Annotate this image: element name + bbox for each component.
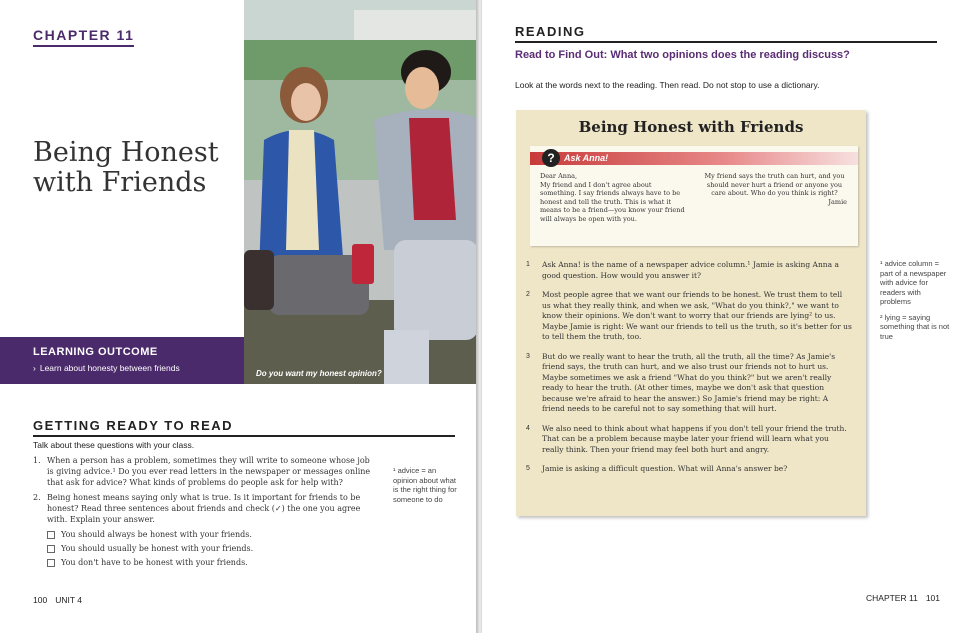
question-mark-icon: ? xyxy=(542,149,560,167)
learning-outcome-box xyxy=(0,337,244,384)
glossary-advice-column: ¹ advice column = part of a newspaper with advice for readers with problems xyxy=(880,259,947,306)
learning-outcome-title: LEARNING OUTCOME xyxy=(33,346,158,358)
page-number: 101 xyxy=(925,593,940,603)
page-number: 100 xyxy=(33,595,48,605)
chapter-title: Being Honest with Friends xyxy=(33,137,219,198)
letter-greeting: Dear Anna, xyxy=(540,172,578,180)
reading-instructions: Look at the words next to the reading. Then read. Do not stop to use a dictionary. xyxy=(515,80,820,90)
reading-subtitle: Read to Find Out: What two opinions does the reading discuss? xyxy=(515,49,850,61)
getting-ready-intro: Talk about these questions with your class. xyxy=(33,440,195,450)
chevron-right-icon: › xyxy=(33,363,36,373)
ask-anna-letter xyxy=(530,146,858,246)
paragraph: 2 Most people agree that we want our friends to be honest. We trust them to tell us what they really think, and when we ask, "What do you think?," we want to know their opinions. We don't want to worry that our friends are lying² to us. Maybe Jamie is right: We want our friends to tell us the truth, so it's better for us to tell them the truth, too. xyxy=(526,290,852,341)
left-page xyxy=(0,0,478,633)
getting-ready-heading: GETTING READY TO READ xyxy=(33,418,455,437)
question-list xyxy=(33,455,378,568)
letter-body-right: My friend says the truth can hurt, and you should never hurt a friend or anyone you care about. Who do you think is right? xyxy=(704,172,845,197)
page-footer-right xyxy=(866,593,940,603)
chapter-label: CHAPTER 11 xyxy=(33,27,134,47)
paragraph: 1 Ask Anna! is the name of a newspaper advice column.¹ Jamie is asking Anna a good question. How would you answer it? xyxy=(526,260,839,280)
page-footer-left xyxy=(33,595,82,605)
chapter-photo xyxy=(244,0,478,384)
choice-dont-have-to[interactable]: You don't have to be honest with your friends. xyxy=(47,557,378,568)
letter-signature: Jamie xyxy=(828,197,847,206)
glossary-notes xyxy=(880,259,950,347)
paragraph: 4 We also need to think about what happens if you don't tell your friend the truth. That can be a problem because maybe later your friend will learn what you really think. Then your friend may feel both hurt and angry. xyxy=(526,423,847,454)
reading-heading: READING xyxy=(515,24,937,43)
learning-outcome-item: › Learn about honesty between friends xyxy=(33,363,180,373)
right-page xyxy=(482,0,960,633)
glossary-advice: ¹ advice = an opinion about what is the right thing for someone to do xyxy=(393,466,457,504)
choice-always[interactable]: You should always be honest with your friends. xyxy=(47,529,378,540)
checkbox[interactable] xyxy=(47,531,55,539)
reading-title: Being Honest with Friends xyxy=(578,118,804,136)
reading-paragraphs xyxy=(526,260,852,484)
unit-label: UNIT 4 xyxy=(55,595,82,605)
checkbox[interactable] xyxy=(47,559,55,567)
letter-right-column xyxy=(702,172,847,206)
paragraph: 3 But do we really want to hear the truth, all the truth, all the time? As Jamie's friend says, the truth can hurt, and we also trust our friends not to hurt us. Maybe sometimes we ask a friend "What do you think?" but we aren't really ready to hear the truth. (At other times, maybe we don't ask that question because we're afraid to hear the answer.) So Jamie's friend may be right: A friend needs to be careful not to say something that will hurt. xyxy=(526,351,836,413)
question-item: 2. Being honest means saying only what is true. Is it important for friends to be honest? Read three sentences about friends and check (✓) the one you agree with. Explain your answer. xyxy=(33,493,361,524)
chapter-footer-label: CHAPTER 11 xyxy=(866,593,918,603)
letter-body-left: My friend and I don't agree about something. I say friends always have to be honest and tell the truth. This is what it means to be a friend—you know your friend will always be open with you. xyxy=(540,180,685,223)
reading-box xyxy=(516,110,866,516)
checkbox[interactable] xyxy=(47,545,55,553)
photo-caption: Do you want my honest opinion? xyxy=(256,369,382,378)
paragraph: 5 Jamie is asking a difficult question. What will Anna's answer be? xyxy=(526,464,788,473)
question-item: 1. When a person has a problem, sometimes they will write to someone whose job is giving advice.¹ Do you ever read letters in the newspaper or messages online that ask for advice? What kinds of problems do people ask for help with? xyxy=(33,456,371,487)
glossary-lying: ² lying = saying something that is not true xyxy=(880,312,950,341)
letter-left-column xyxy=(540,172,685,223)
choice-usually[interactable]: You should usually be honest with your friends. xyxy=(47,543,378,554)
ask-anna-label: Ask Anna! xyxy=(564,153,609,163)
